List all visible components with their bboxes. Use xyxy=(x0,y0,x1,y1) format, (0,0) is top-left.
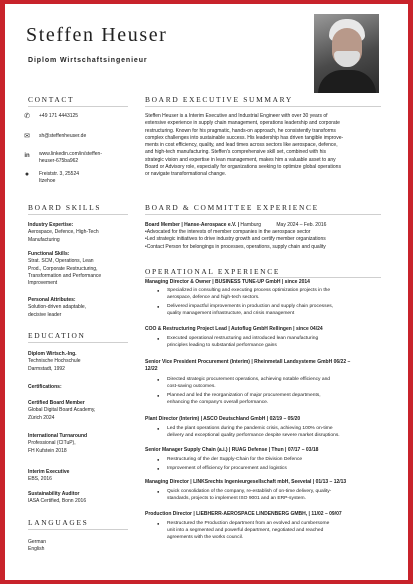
linkedin-line-2: heuser-675ba962 xyxy=(39,158,79,165)
languages-divider xyxy=(28,529,128,530)
skills-line: Prod., Corporate Restructuring, xyxy=(28,265,98,272)
skills-divider xyxy=(28,214,128,215)
skills-group-functional xyxy=(28,251,138,287)
photo-body xyxy=(318,70,376,93)
committee-bullets xyxy=(145,229,395,251)
summary-line: extensive experience in supply chain management, operations leadership and corporate xyxy=(145,120,340,127)
committee-bullet: •Advocated for the interests of member companies in the aerospace sector xyxy=(145,229,311,235)
education-title: Diplom Wirtsch.-Ing. xyxy=(28,351,77,357)
executive-summary-heading: BOARD EXECUTIVE SUMMARY xyxy=(145,95,293,104)
committee-bullet: •Led strategic initiatives to drive industry growth and certify member organizations xyxy=(145,236,326,243)
page-border-top xyxy=(0,0,413,4)
role-bullet: ● Delivered impactful improvements in production and supply chain processes, quality management infrastructure, and crisis management xyxy=(145,303,395,317)
committee-dates: May 2024 – Feb. 2016 xyxy=(276,222,327,228)
languages-list xyxy=(28,539,46,554)
linkedin-icon: in xyxy=(24,153,30,159)
email-text[interactable]: sh@steffenheuser.de xyxy=(39,133,87,139)
education-detail: Global Digital Board Academy, xyxy=(28,407,96,414)
operational-divider xyxy=(145,277,381,278)
skills-line: Improvement xyxy=(28,280,58,287)
role-heading: Managing Director | LINKSrechts Ingenieurgesellschaft mbH, Seevetal | 01/13 – 12/13 xyxy=(145,479,347,485)
education-detail: EBS, 2016 xyxy=(28,476,52,483)
language-item: English xyxy=(28,546,45,553)
board-skills-heading: BOARD SKILLS xyxy=(28,203,102,212)
language-item: German xyxy=(28,539,47,545)
role-bullets xyxy=(145,287,395,318)
education-entry-diploma xyxy=(28,351,138,373)
languages-heading: LANGUAGES xyxy=(28,518,89,527)
skills-heading-personal: Personal Attributes: xyxy=(28,297,76,303)
role-bullet: ● Executed operational restructuring and introduced lean manufacturing principles leading to substantial performance gains xyxy=(145,335,395,349)
address-line-2: Itzehoe xyxy=(39,178,56,185)
operational-heading: OPERATIONAL EXPERIENCE xyxy=(145,267,281,276)
education-title: Interim Executive xyxy=(28,469,70,475)
skills-line: Solution-driven adaptable, xyxy=(28,304,87,311)
photo-beard xyxy=(334,51,360,67)
role-bullet: ● Specialized in consulting and executing process optimization projects in the aerospace, defence and high-tech sectors. xyxy=(145,287,395,301)
education-detail: FH Kufstein 2018 xyxy=(28,447,67,454)
role-bullet: ● Restructured the Production department from an evolved and cumbersome unit into a segmented and powerful department, negotiated and reached agreements with the works council. xyxy=(145,520,395,541)
education-entry-sustainability xyxy=(28,491,138,506)
address-line-1: Freiststr. 3, 25524 xyxy=(39,171,80,177)
linkedin-text[interactable] xyxy=(39,151,102,166)
education-detail: IASA Certified, Bonn 2016 xyxy=(28,498,87,505)
summary-line: ments in cost efficiency, quality, and lead times across sectors like aerospace, defence, xyxy=(145,142,338,149)
education-title: International Turnaround xyxy=(28,433,88,439)
linkedin-line-1: www.linkedin.com/in/steffen- xyxy=(39,151,102,157)
role-heading: Plant Director (Interim) | ASCO Deutschland GmbH | 02/19 – 05/20 xyxy=(145,416,301,422)
committee-bullet: •Contact Person for belongings in processes, operations, supply chain and quality xyxy=(145,243,326,250)
role-bullets xyxy=(145,425,395,441)
contact-heading: CONTACT xyxy=(28,95,75,104)
person-name: Steffen Heuser xyxy=(26,24,168,46)
email-icon: ✉ xyxy=(24,133,30,140)
role-bullets xyxy=(145,335,395,351)
role-heading: COO & Restructuring Project Lead | Autoflug GmbH Rellingen | since 04/24 xyxy=(145,326,323,332)
skills-line: Manufacturing xyxy=(28,236,60,243)
certifications-heading xyxy=(28,384,62,391)
page-border-left xyxy=(0,0,5,584)
address-text xyxy=(39,171,79,186)
phone-text[interactable]: +49 171 4443125 xyxy=(39,113,79,119)
education-entry-interim xyxy=(28,469,138,484)
executive-summary-text xyxy=(145,113,390,179)
skills-line: Transformation and Performance xyxy=(28,272,102,279)
education-entry-board xyxy=(28,400,138,422)
education-detail: Professional (CITuP), xyxy=(28,440,76,447)
role-bullet: ● Planned and led the reorganization of major procurement departments, enhancing the company's overall performance. xyxy=(145,392,395,406)
skills-line: Aerospace, Defence, High-Tech xyxy=(28,229,99,236)
committee-role: Board Member | Hanse-Aerospace e.V. | xyxy=(145,222,240,228)
phone-icon: ✆ xyxy=(24,113,30,120)
contact-divider xyxy=(28,106,128,107)
role-bullet: ● Restructuring of the der Supply-Chain for the Division Defence xyxy=(145,456,395,463)
person-title: Diplom Wirtschaftsingenieur xyxy=(28,57,148,64)
role-heading: Senior Manager Supply Chain (a.i.) | RUAG Defense | Thun | 07/17 – 03/18 xyxy=(145,447,319,453)
education-entry-turnaround xyxy=(28,433,138,455)
education-detail: Technische Hochschule xyxy=(28,358,81,365)
skills-line: decisive leader xyxy=(28,311,62,318)
committee-place: Hamburg xyxy=(239,222,261,228)
role-bullet: ● Quick consolidation of the company, re-establish of on-time delivery, quality- standards, projects to implement ISO 9001 and an ERP-system. xyxy=(145,488,395,502)
education-divider xyxy=(28,342,128,343)
skills-group-industry xyxy=(28,222,138,244)
skills-line: Strat. SCM, Operations, Lean xyxy=(28,258,94,265)
profile-photo xyxy=(314,14,379,93)
role-bullet: ● Led the plant operations during the pandemic crisis, achieving 100% on-time delivery and exceptional quality performance despite severe market disruptions. xyxy=(145,425,395,439)
role-bullets xyxy=(145,376,395,407)
certifications-label: Certifications: xyxy=(28,384,62,390)
education-title: Certified Board Member xyxy=(28,400,85,406)
location-icon: ● xyxy=(24,171,30,178)
page-border-right xyxy=(408,0,413,584)
role-bullet: ● Directed strategic procurement operations, achieving notable efficiency and cost-saving outcomes. xyxy=(145,376,395,390)
summary-divider xyxy=(145,106,381,107)
education-detail: Darmstadt, 1992 xyxy=(28,365,65,372)
committee-divider xyxy=(145,214,381,215)
education-heading: EDUCATION xyxy=(28,331,86,340)
role-heading: Senior Vice President Procurement (Interim) | Rheinmetall Landsysteme GmbH 06/22 – 12/22 xyxy=(145,359,351,372)
skills-group-personal xyxy=(28,297,138,319)
role-heading: Production Director | LIEBHERR-AEROSPACE LINDENBERG GMBH, | 11/02 – 09/07 xyxy=(145,511,342,517)
summary-line: Steffen Heuser is a Interim Executive and Industrial Engineer with over 30 years of xyxy=(145,113,328,119)
summary-line: Board or Advisory role, especially for organizations seeking to optimize global operations xyxy=(145,164,341,171)
role-bullets xyxy=(145,488,395,504)
skills-heading-functional: Functional Skills: xyxy=(28,251,70,257)
education-detail: Zürich 2024 xyxy=(28,414,55,421)
committee-heading: BOARD & COMMITTEE EXPERIENCE xyxy=(145,203,319,212)
summary-line: strategic vision and expertise in lean management, makes him a valuable asset to any xyxy=(145,156,336,163)
role-bullets xyxy=(145,520,395,543)
summary-line: or navigate transformational change. xyxy=(145,171,227,178)
summary-line: complex challenges into sustainable success. His leadership has driven tangible improve- xyxy=(145,134,344,141)
skills-heading-industry: Industry Expertise: xyxy=(28,222,74,228)
role-heading: Managing Director & Owner | BUSINESS TUNE-UP GmbH | since 2014 xyxy=(145,279,310,285)
role-bullet: ● Improvement of efficiency for procurement and logistics xyxy=(145,465,395,472)
summary-line: and high-tech manufacturing. Steffen's comprehensive skill set, combined with his xyxy=(145,149,326,156)
role-bullets xyxy=(145,456,395,473)
summary-line: restructuring. Known for his pragmatic, hands-on approach, he consistently transforms xyxy=(145,127,336,134)
education-title: Sustainability Auditor xyxy=(28,491,80,497)
page-border-bottom xyxy=(0,580,413,584)
